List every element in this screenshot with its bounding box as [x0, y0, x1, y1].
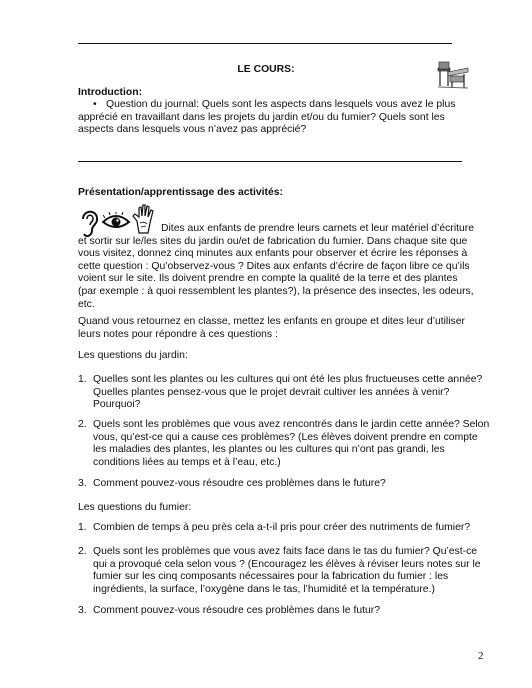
intro-bullet — [78, 99, 476, 137]
compost-question-3 — [78, 605, 490, 618]
page-number: 2 — [478, 650, 484, 662]
garden-question-1 — [78, 374, 490, 412]
top-rule — [78, 43, 452, 44]
presentation-para2: Quand vous retournez en classe, mettez les enfants en groupe et dites leur d’utiliser leurs notes pour répondre à ces questions : — [78, 316, 465, 340]
presentation-para1 — [78, 223, 476, 311]
question-text: Combien de temps à peu près cela a-t-il pris pour créer des nutriments de fumier? — [93, 522, 471, 533]
intro-bullet-text: Question du journal: Quels sont les aspects dans lesquels vous avez le plus apprécié en travaillant dans les projets du jardin et/ou du fumier? Quels sont les aspects dans lesquels vous n’avez pas apprécié? — [78, 99, 456, 136]
school-desk-icon — [436, 60, 470, 90]
presentation-heading: Présentation/apprentissage des activités: — [78, 187, 284, 198]
question-text: Quels sont les problèmes que vous avez faits face dans le tas du fumier? Qu’est-ce qui a provoqué cela selon vous ? (Encouragez les élèves à réviser leurs notes sur le fumier sur les cinq composants nécessaires pour la fabrication du fumier : les ingrédients, la surface, l’oxygène dans le tas, l’humidité et la température.) — [93, 546, 481, 595]
garden-question-2 — [78, 419, 490, 469]
question-number: 3. — [78, 478, 87, 489]
question-text: Comment pouvez-vous résoudre ces problèmes dans le futur? — [93, 605, 381, 616]
question-number: 2. — [78, 546, 87, 557]
compost-question-1 — [78, 522, 490, 535]
presentation-para1-text: Dites aux enfants de prendre leurs carnets et leur matériel d’écriture et sortir sur le/les sites du jardin ou/et de fabrication du fumier. Dans chaque site que vous visitez, donnez cinq minutes aux enfants pour observer et écrire les réponses à cette question : Qu’observez-vous ? Dites aux enfants d’écrire de façon libre ce qu’ils voient sur le site. Ils doivent prendre en compte la qualité de la terre et des plantes (par exemple : à quoi ressemblent les plantes?), la présence des insectes, les odeurs, etc. — [78, 223, 475, 310]
question-text: Quelles sont les plantes ou les cultures qui ont été les plus fructueuses cette année? Quelles plantes pensez-vous que le projet devrait cultiver les années à venir? Pourquoi? — [93, 374, 483, 411]
question-text: Comment pouvez-vous résoudre ces problèmes dans le future? — [93, 478, 386, 489]
question-text: Quels sont les problèmes que vous avez rencontrés dans le jardin cette année? Selon vous, qu’est-ce qui a cause ces problèmes? (Les élèves doivent prendre en compte les maladies des plantes, les plantes ou les cultures qui n’ont pas grandi, les conditions liées au temps et à l’eau, etc.) — [93, 419, 490, 468]
section-rule — [78, 161, 462, 162]
garden-heading: Les questions du jardin: — [78, 350, 188, 361]
compost-question-2 — [78, 546, 490, 596]
question-number: 3. — [78, 605, 87, 616]
question-number: 1. — [78, 374, 87, 385]
bullet-icon: • — [93, 99, 97, 110]
page-title: LE COURS: — [237, 64, 295, 75]
compost-heading: Les questions du fumier: — [78, 502, 192, 513]
question-number: 1. — [78, 522, 87, 533]
garden-question-3 — [78, 478, 490, 491]
question-number: 2. — [78, 419, 87, 430]
intro-heading: Introduction: — [78, 87, 143, 98]
